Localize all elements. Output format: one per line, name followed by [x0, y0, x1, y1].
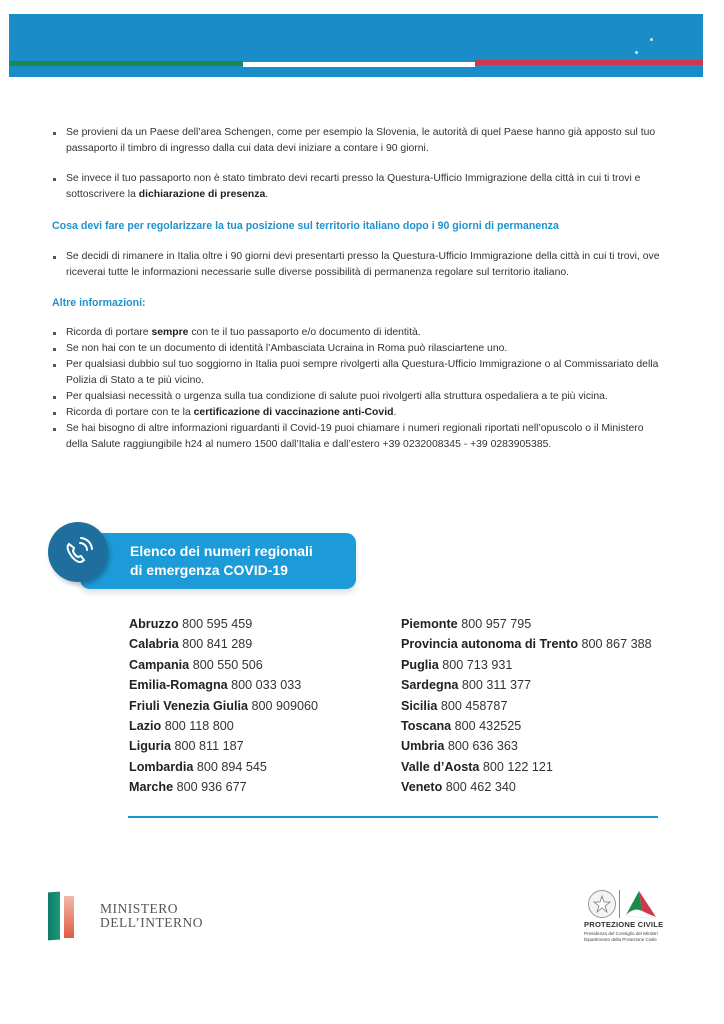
region-entry: Puglia 800 713 931	[401, 657, 513, 672]
bullet-item: Ricorda di portare con te la certificazione di vaccinazione anti-Covid.	[52, 405, 668, 421]
region-entry: Toscana 800 432525	[401, 719, 522, 734]
region-entry: Abruzzo 800 595 459	[129, 617, 253, 631]
ministero-name: MINISTERO DELL’INTERNO	[100, 901, 203, 930]
regions-list-left	[129, 614, 318, 798]
regions-list-right	[401, 614, 652, 798]
protezione-civile-logo	[584, 885, 674, 945]
region-entry: Campania 800 550 506	[129, 657, 263, 672]
logo-red-bar	[64, 896, 74, 938]
altre-bullets	[52, 325, 668, 453]
section-title-altre-informazioni: Altre informazioni:	[52, 297, 146, 309]
region-entry: Lazio 800 118 800	[129, 719, 234, 734]
region-entry: Emilia-Romagna 800 033 033	[129, 678, 302, 693]
region-entry: Piemonte 800 957 795	[401, 617, 532, 631]
flag-stripe-green	[9, 61, 243, 66]
region-entry: Liguria 800 811 187	[129, 739, 244, 754]
region-entry: Calabria 800 841 289	[129, 637, 253, 652]
emergency-numbers-banner	[80, 533, 356, 589]
bullet-item: Se non hai con te un documento di identità l’Ambasciata Ucraina in Roma può rilasciartene uno.	[52, 341, 668, 357]
ministero-interno-logo	[46, 892, 226, 942]
section-divider	[128, 816, 658, 818]
region-entry: Sicilia 800 458787	[401, 698, 508, 713]
bullet-item: Se decidi di rimanere in Italia oltre i 90 giorni devi presentarti presso la Questura-Ufficio Immigrazione della città in cui ti trovi, ove riceverai tutte le informazioni necessarie sulle diverse possibilità di permanenza regolare sul territorio italiano.	[52, 249, 668, 281]
region-entry: Sardegna 800 311 377	[401, 678, 532, 693]
banner-title: Elenco dei numeri regionali di emergenza COVID-19	[130, 543, 313, 578]
italian-emblem-icon	[588, 890, 616, 918]
bullet-item: Se provieni da un Paese dell’area Schengen, come per esempio la Slovenia, le autorità di quel Paese hanno già apposto sul tuo passaporto il timbro di ingresso dalla cui data devi iniziare a contare i 90 giorni.	[52, 125, 668, 157]
section-title-regolarizzare: Cosa devi fare per regolarizzare la tua posizione sul territorio italiano dopo i 90 giorni di permanenza	[52, 220, 559, 232]
protezione-subtitle-2: Dipartimento della Protezione Civile	[584, 937, 657, 942]
region-entry: Valle d’Aosta 800 122 121	[401, 759, 553, 774]
bullet-item: Per qualsiasi dubbio sul tuo soggiorno in Italia puoi sempre rivolgerti alla Questura-Ufficio Immigrazione o al Commissariato della Polizia di Stato a te più vicino.	[52, 357, 668, 389]
sparkle-decoration	[635, 51, 638, 54]
region-entry: Provincia autonoma di Trento 800 867 388	[401, 637, 652, 652]
bullet-item: Se hai bisogno di altre informazioni riguardanti il Covid-19 puoi chiamare i numeri regionali riportati nell’opuscolo o il Ministero della Salute raggiungibile h24 al numero 1500 dall’Italia e dall’estero +39 0232008345 - +39 0283905385.	[52, 421, 668, 453]
bullet-item: Ricorda di portare sempre con te il tuo passaporto e/o documento di identità.	[52, 325, 668, 341]
region-entry: Veneto 800 462 340	[401, 780, 516, 795]
phone-ringing-icon	[48, 522, 108, 582]
region-entry: Lombardia 800 894 545	[129, 759, 267, 774]
logo-separator	[619, 890, 620, 918]
bullet-item: Per qualsiasi necessità o urgenza sulla tua condizione di salute puoi rivolgerti alla struttura ospedaliera a te più vicina.	[52, 389, 668, 405]
protezione-title: PROTEZIONE CIVILE	[584, 920, 664, 929]
protezione-civile-triangle-icon	[624, 889, 658, 919]
sparkle-decoration	[650, 38, 653, 41]
bullet-item: Se invece il tuo passaporto non è stato timbrato devi recarti presso la Questura-Ufficio Immigrazione della città in cui ti trovi e sottoscrivere la dichiarazione di presenza.	[52, 171, 668, 203]
region-entry: Friuli Venezia Giulia 800 909060	[129, 698, 319, 713]
region-entry: Marche 800 936 677	[129, 780, 247, 795]
flag-stripe-white	[243, 62, 475, 67]
region-entry: Umbria 800 636 363	[401, 739, 518, 754]
logo-green-bar	[48, 892, 60, 941]
protezione-subtitle-1: Presidenza del Consiglio dei Ministri	[584, 931, 658, 936]
intro-bullets	[52, 125, 668, 203]
regolarizzare-bullets	[52, 249, 668, 281]
flag-stripe-red	[475, 60, 703, 65]
header-band	[9, 14, 703, 77]
